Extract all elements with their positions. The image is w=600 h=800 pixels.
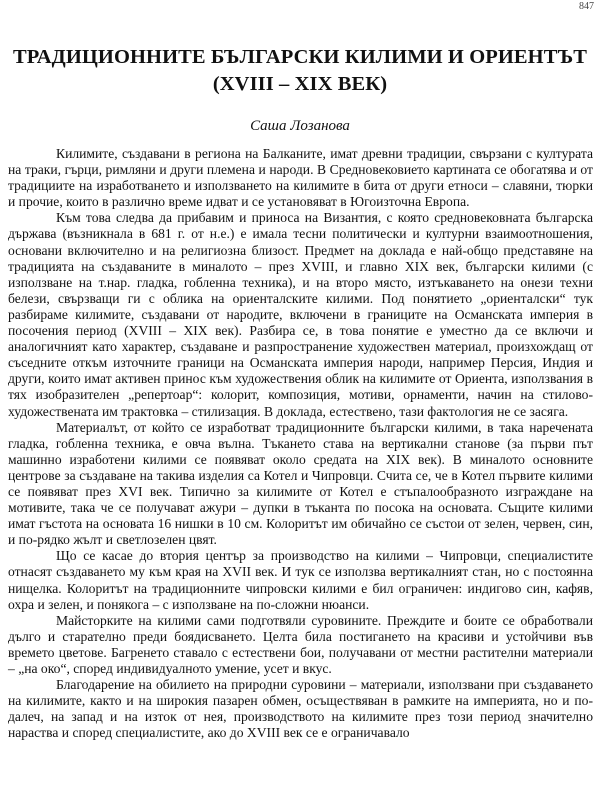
paragraph-5: Майсторките на килими сами подготвяли суровините. Преждите и боите се обработвали дълго и старателно преди боядисването. Целта била постигането на красиви и устойчиви във времето цветове. Багренето ставало с естествени бои, получавани от местни растителни материали – „на око“, според индивидуалното умение, усет и вкус.: [8, 612, 593, 676]
page-number: 847: [579, 1, 594, 12]
article-title: [0, 44, 600, 98]
paragraph-3: Материалът, от който се изработват традиционните български килими, в така наречената гладка, гобленна техника, е овча вълна. Тъкането става на вертикални станове (за първи път машинно изработени килими се появяват около средата на XIX век). В миналото основните центрове за създаване на такива изделия са Котел и Чипровци. Счита се, че в Котел първите килими се появяват през XVI век. Типично за килимите от Котел е стъпалообразното изграждане на мотивите, така че се получават ажури – дупки в тъканта по посока на основата. Същите килими имат гъстота на основата 16 нишки в 10 см. Колоритът им обичайно се състои от зелен, червен, син, и по-рядко жълт и светлозелен цвят.: [8, 419, 593, 548]
author-name: Саша Лозанова: [250, 118, 350, 134]
title-line-2: (XVIII – XIX ВЕК): [212, 73, 388, 95]
paragraph-2: Към това следва да прибавим и приноса на Византия, с която средновековната българска държава (възникнала в 681 г. от н.е.) е имала тесни политически и културни взаимоотношения, основани включително и на религиозна близост. Предмет на доклада е най-общо представяне на традицията на създаваните в миналото – през XVIII, и главно XIX век, български килими (с използване на т.нар. гладка, гобленна техника), и на второ място, изтъкаването на онези техни белези, свързващи ги с облика на ориенталските килими. Под понятието „ориенталски“ тук разбираме килимите, създавани от народите, включени в границите на Османската империя в посочения период (XVIII – XIX век). Разбира се, в това понятие е уместно да се включи и аналогичният като характер, създаване и разпространение художествен материал, произхождащ от съседните откъм източните граници на Османската империя народи, например Персия, Индия и други, които имат активен принос към художествения облик на килимите от Ориента, използвания в тях изобразителен „репертоар“: колорит, композиция, мотиви, орнаменти, начин на стилово-художествената им трактовка – стилизация. В доклада, естествено, тази фактология не се засяга.: [8, 210, 593, 419]
article-body: [8, 146, 593, 741]
paragraph-1: Килимите, създавани в региона на Балканите, имат древни традиции, свързани с културата на траки, гърци, римляни и други племена и народи. В Средновековието картината се обогатява и от традициите на изработването и използването на килимите в бита от други етноси – славяни, тюрки и прочие, които в различно време идват и се установяват в Югоизточна Европа.: [8, 146, 593, 210]
title-line-1: ТРАДИЦИОННИТЕ БЪЛГАРСКИ КИЛИМИ И ОРИЕНТЪТ: [12, 46, 588, 68]
paragraph-4: Що се касае до втория център за производство на килими – Чипровци, специалистите отнасят създаването му към края на XVII век. И тук се използва вертикалният стан, но с постоянна нищелка. Колоритът на традиционните чипровски килими е бил ограничен: индигово син, кафяв, охра и зелен, и понякога – с използване на по-сложни нюанси.: [8, 548, 593, 612]
paragraph-6: Благодарение на обилието на природни суровини – материали, използвани при създаването на килимите, както и на широкия пазарен обмен, осъществяван в рамките на империята, но и по-далеч, на запад и на изток от нея, производството на килимите през този период значително нараства и според специалистите, ако до XVIII век се е ограничавало: [8, 677, 593, 741]
